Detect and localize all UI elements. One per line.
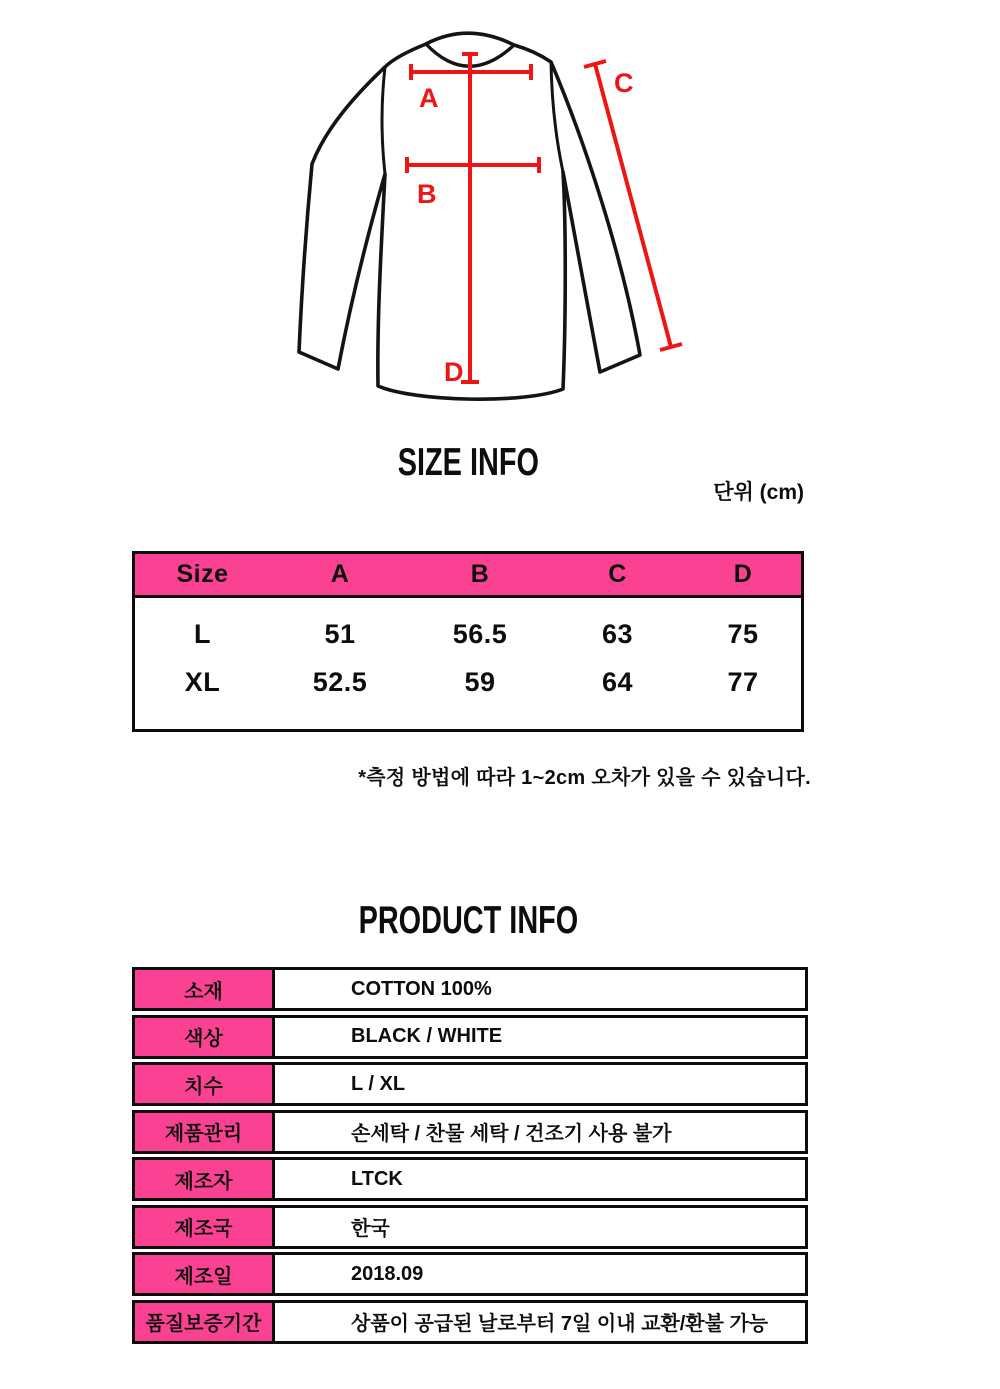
header-cell-a: A bbox=[330, 560, 350, 588]
value-cell: 77 bbox=[727, 666, 759, 697]
product-info-table bbox=[132, 967, 808, 1344]
header-cell-c: C bbox=[608, 560, 627, 588]
value-cell: 2018.09 bbox=[351, 1262, 424, 1285]
product-info-title-text: PRODUCT INFO bbox=[358, 899, 578, 942]
table-row-color bbox=[132, 1015, 808, 1059]
value-cell: 59 bbox=[464, 666, 496, 697]
label-cell: 치수 bbox=[135, 1065, 275, 1103]
value-cell: COTTON 100% bbox=[351, 977, 492, 1000]
label-cell: 제조자 bbox=[135, 1160, 275, 1198]
value-cell: 한국 bbox=[351, 1218, 390, 1240]
table-row-date bbox=[132, 1252, 808, 1296]
table-row-size bbox=[132, 1062, 808, 1106]
label-cell: 제품관리 bbox=[135, 1113, 275, 1151]
product-info-title bbox=[132, 901, 804, 941]
label-cell: 소재 bbox=[135, 970, 275, 1008]
shirt-measurement-diagram bbox=[280, 20, 700, 420]
value-cell: 손세탁 / 찬물 세탁 / 건조기 사용 불가 bbox=[351, 1123, 672, 1145]
value-cell: 64 bbox=[601, 666, 634, 697]
value-cell: 75 bbox=[727, 618, 759, 649]
size-row-xl bbox=[135, 658, 801, 706]
header-cell-b: B bbox=[470, 560, 490, 588]
measure-label-b: B bbox=[417, 179, 437, 209]
value-cell: 63 bbox=[601, 618, 634, 649]
table-row-warranty bbox=[132, 1300, 808, 1344]
header-cell-d: D bbox=[733, 560, 753, 588]
header-cell-size: Size bbox=[176, 560, 229, 588]
label-cell: 품질보증기간 bbox=[135, 1303, 275, 1341]
size-cell: L bbox=[194, 618, 211, 649]
table-row-manufacturer bbox=[132, 1157, 808, 1201]
measurement-tolerance-note: *측정 방법에 따라 1~2cm 오차가 있을 수 있습니다. bbox=[358, 767, 811, 789]
value-cell: 상품이 공급된 날로부터 7일 이내 교환/환불 가능 bbox=[351, 1313, 769, 1335]
value-cell: 51 bbox=[324, 618, 356, 649]
measure-label-c: C bbox=[614, 68, 634, 98]
measure-label-d: D bbox=[444, 357, 464, 387]
size-table bbox=[132, 551, 804, 732]
size-table-body bbox=[135, 598, 801, 729]
label-cell: 제조국 bbox=[135, 1208, 275, 1246]
label-cell: 제조일 bbox=[135, 1255, 275, 1293]
unit-label: 단위 (cm) bbox=[713, 481, 804, 504]
label-cell: 색상 bbox=[135, 1018, 275, 1056]
table-row-care bbox=[132, 1110, 808, 1154]
table-row-country bbox=[132, 1205, 808, 1249]
value-cell: 56.5 bbox=[452, 618, 508, 649]
size-table-header bbox=[135, 554, 801, 598]
table-row-material bbox=[132, 967, 808, 1011]
value-cell: 52.5 bbox=[312, 666, 368, 697]
value-cell: BLACK / WHITE bbox=[351, 1025, 503, 1047]
size-info-title-text: SIZE INFO bbox=[397, 441, 539, 484]
size-cell: XL bbox=[184, 666, 221, 697]
value-cell: L / XL bbox=[351, 1072, 406, 1095]
size-row-l bbox=[135, 610, 801, 658]
value-cell: LTCK bbox=[351, 1167, 403, 1190]
measure-label-a: A bbox=[419, 83, 439, 113]
